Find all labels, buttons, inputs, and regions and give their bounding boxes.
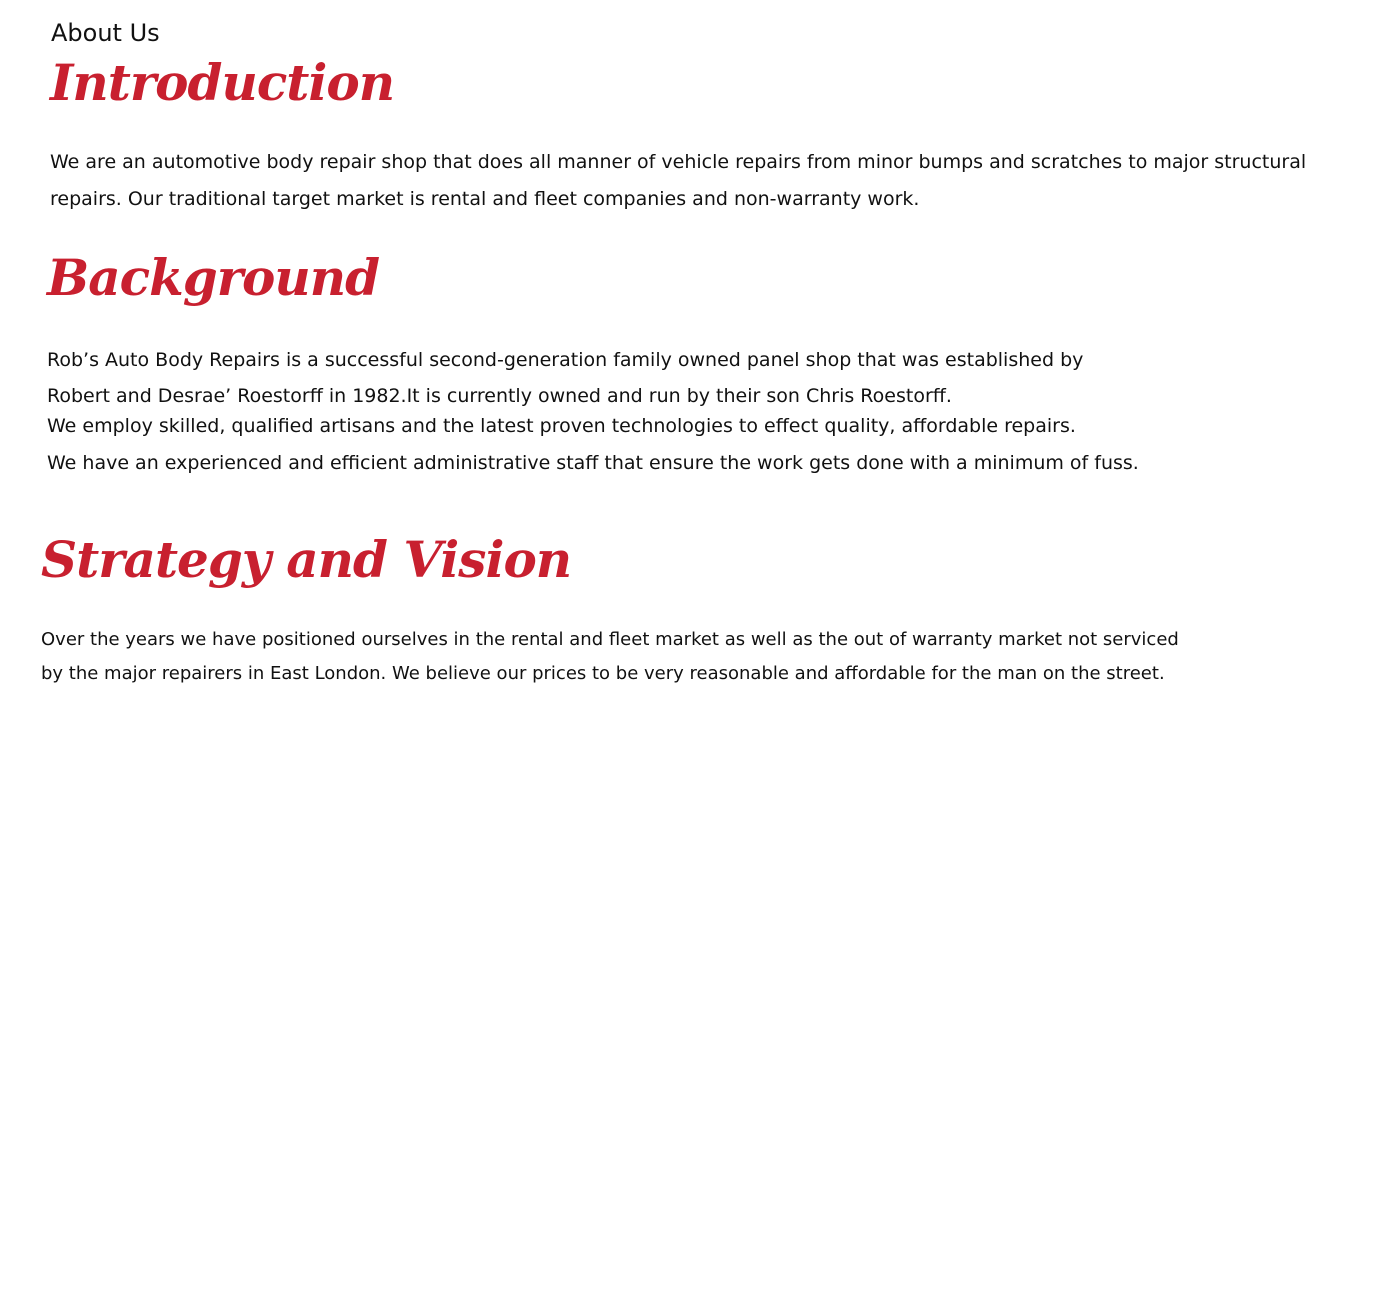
- strategy-heading: Strategy and Vision: [41, 530, 572, 589]
- introduction-heading: Introduction: [50, 53, 395, 112]
- background-line-4: We have an experienced and efficient administrative staff that ensure the work gets done with a minimum of fuss.: [47, 452, 1139, 474]
- page-title: About Us: [51, 19, 160, 47]
- background-line-2: Robert and Desrae’ Roestorff in 1982.It is currently owned and run by their son Chris Roestorff.: [47, 385, 952, 407]
- introduction-line-1: We are an automotive body repair shop that does all manner of vehicle repairs from minor bumps and scratches to major structural: [50, 151, 1307, 173]
- strategy-line-2: by the major repairers in East London. We believe our prices to be very reasonable and affordable for the man on the street.: [41, 663, 1165, 684]
- introduction-line-2: repairs. Our traditional target market is rental and fleet companies and non-warranty work.: [50, 188, 920, 210]
- background-line-1: Rob’s Auto Body Repairs is a successful second-generation family owned panel shop that was established by: [47, 349, 1084, 371]
- background-line-3: We employ skilled, qualified artisans and the latest proven technologies to effect quality, affordable repairs.: [47, 415, 1076, 437]
- strategy-line-1: Over the years we have positioned ourselves in the rental and fleet market as well as the out of warranty market not serviced: [41, 629, 1179, 650]
- background-heading: Background: [47, 248, 380, 307]
